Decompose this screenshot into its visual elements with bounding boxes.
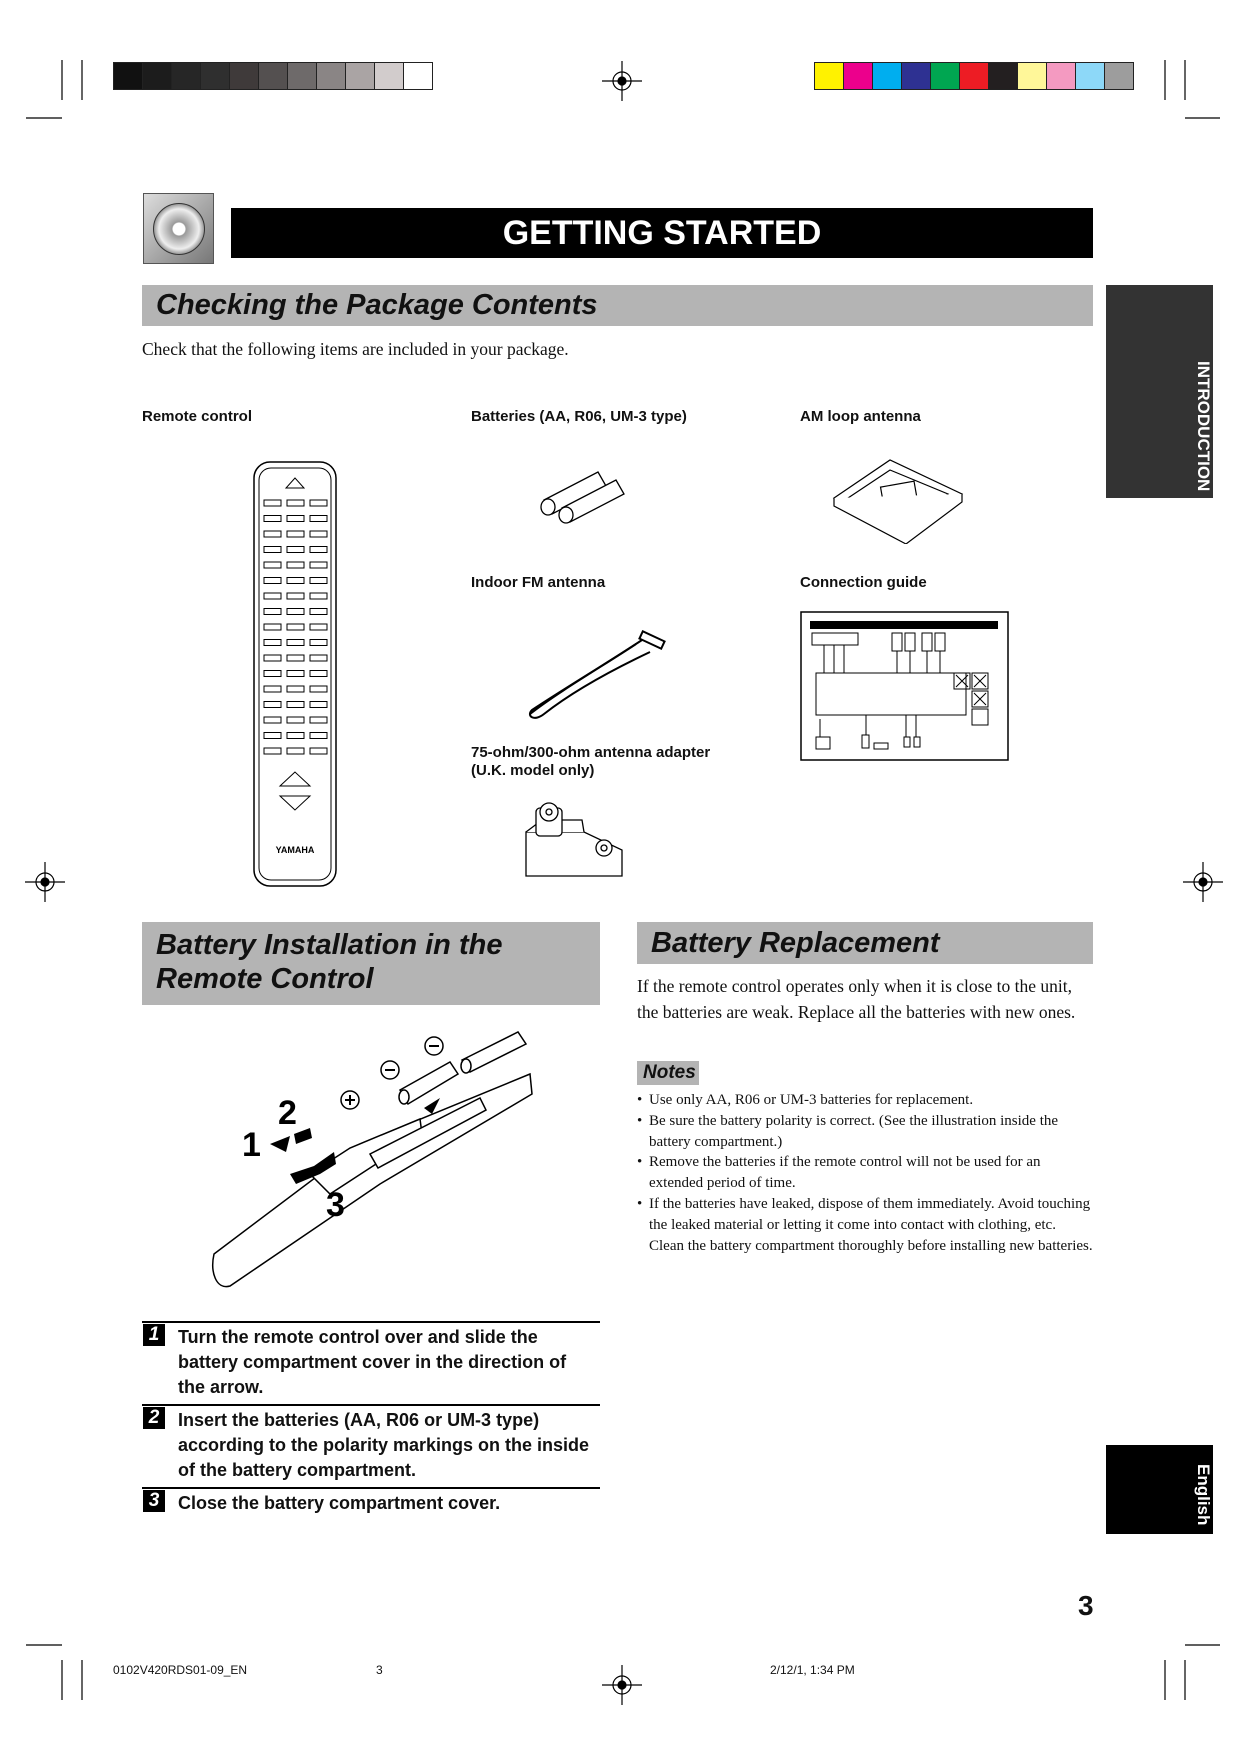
am-loop-antenna-image xyxy=(830,454,966,544)
note-item: • Use only AA, R06 or UM-3 batteries for replacement. xyxy=(637,1090,1093,1111)
step-number: 2 xyxy=(143,1407,165,1429)
footer-file-id: 0102V420RDS01-09_EN xyxy=(113,1663,248,1677)
svg-text:1: 1 xyxy=(242,1126,261,1164)
registration-crosshair-icon xyxy=(602,61,642,101)
step-text: Insert the batteries (AA, R06 or UM-3 type) according to the polarity markings on the inside of the battery compartment. xyxy=(178,1410,590,1480)
footer-page: 3 xyxy=(376,1663,383,1677)
step-number: 1 xyxy=(143,1324,165,1346)
disc-icon xyxy=(143,193,214,264)
svg-text:YAMAHA: YAMAHA xyxy=(275,845,315,855)
svg-text:2: 2 xyxy=(278,1094,297,1132)
divider xyxy=(142,1404,600,1406)
note-item: • Remove the batteries if the remote control will not be used for an extended period of time. xyxy=(637,1152,1093,1194)
page-title: GETTING STARTED xyxy=(231,208,1093,258)
section-tab-introduction: INTRODUCTION xyxy=(1106,285,1213,498)
divider xyxy=(142,1321,600,1323)
registration-crosshair-icon xyxy=(602,1665,642,1705)
footer-timestamp: 2/12/1, 1:34 PM xyxy=(770,1663,855,1677)
connection-guide-image xyxy=(800,611,1010,762)
battery-replacement-heading: Battery Replacement xyxy=(637,922,1093,964)
svg-text:3: 3 xyxy=(326,1186,345,1224)
item-label-remote: Remote control xyxy=(142,408,253,425)
remote-control-image xyxy=(250,460,340,890)
note-item: • If the batteries have leaked, dispose of them immediately. Avoid touching the leaked material or letting it come into contact with clothing, etc. Clean the battery compartment thoroughly before installing new batteries. xyxy=(637,1194,1093,1256)
replacement-text: If the remote control operates only when it is close to the unit, the batteries are weak. Replace all the batteries with new ones. xyxy=(637,976,1076,1022)
step-text: Close the battery compartment cover. xyxy=(178,1493,501,1513)
divider xyxy=(142,1487,600,1489)
registration-crosshair-icon xyxy=(25,862,65,902)
battery-installation-heading: Battery Installation in the Remote Control xyxy=(142,922,600,1005)
note-item: • Be sure the battery polarity is correct. (See the illustration inside the battery compartment.) xyxy=(637,1111,1093,1153)
batteries-image xyxy=(536,466,640,524)
item-label-am-antenna: AM loop antenna xyxy=(800,408,921,425)
step-text: Turn the remote control over and slide the battery compartment cover in the direction of the arrow. xyxy=(178,1327,567,1397)
item-label-connection-guide: Connection guide xyxy=(800,574,927,591)
notes-list xyxy=(637,1090,1093,1256)
battery-installation-illustration xyxy=(210,1024,540,1294)
antenna-adapter-image xyxy=(522,798,628,880)
step-number: 3 xyxy=(143,1490,165,1512)
registration-crosshair-icon xyxy=(1183,862,1223,902)
language-tab-english: English xyxy=(1106,1445,1213,1534)
notes-label: Notes xyxy=(637,1061,699,1085)
item-label-batteries: Batteries (AA, R06, UM-3 type) xyxy=(471,408,687,425)
package-contents-heading: Checking the Package Contents xyxy=(142,285,1093,326)
item-label-fm-antenna: Indoor FM antenna xyxy=(471,574,606,591)
fm-antenna-image xyxy=(522,630,672,724)
package-intro: Check that the following items are included in your package. xyxy=(142,339,569,359)
page-number: 3 xyxy=(1078,1590,1094,1621)
item-label-adapter: 75-ohm/300-ohm antenna adapter (U.K. model only) xyxy=(471,744,711,779)
